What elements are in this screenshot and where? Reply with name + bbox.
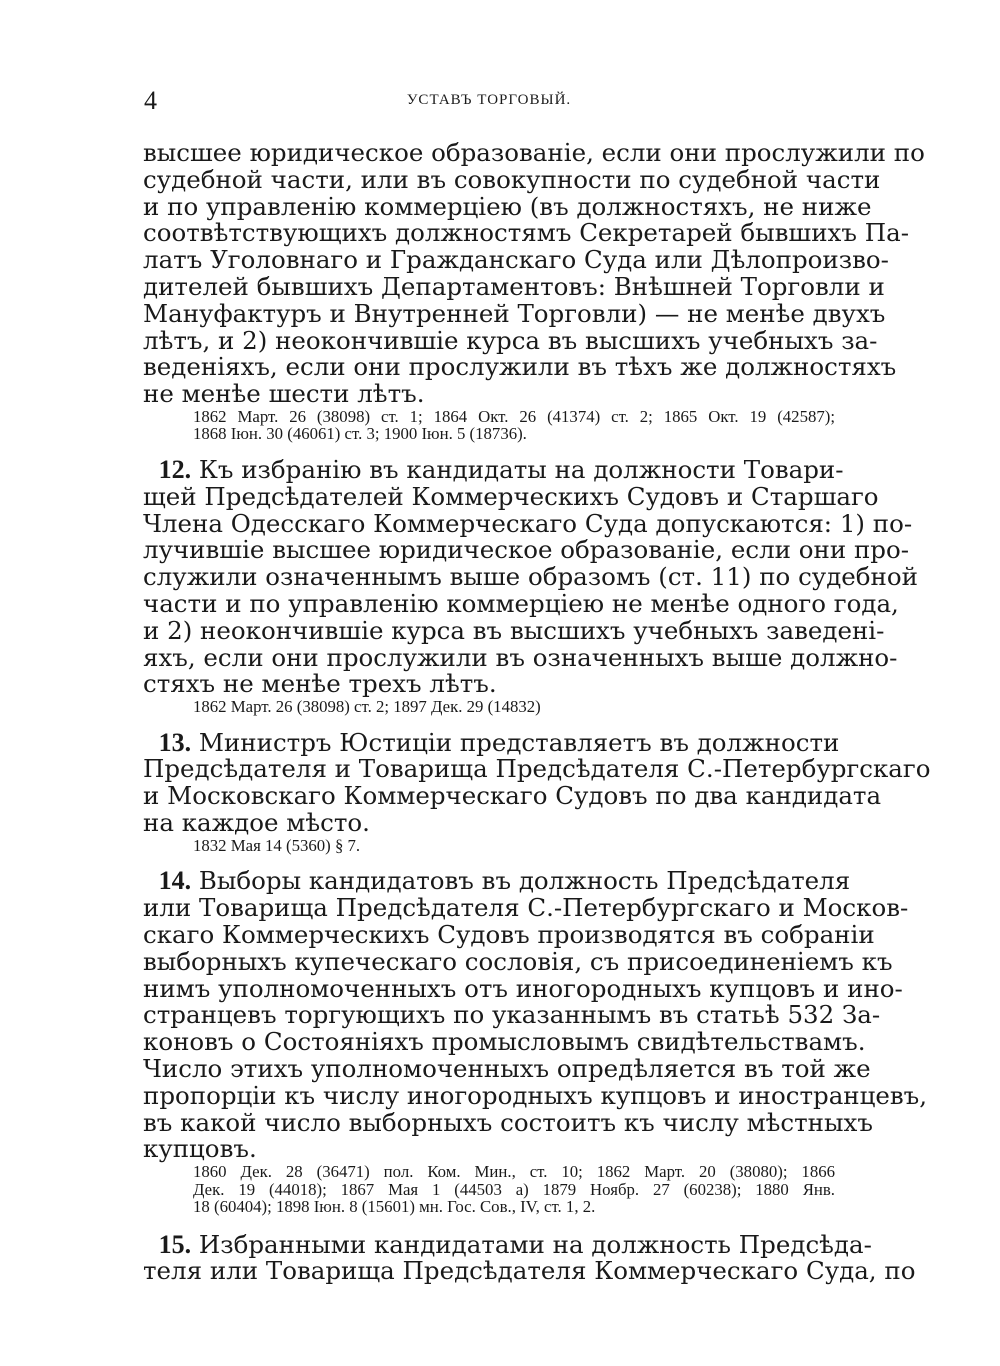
citation-line: 1832 Мая 14 (5360) § 7.: [193, 835, 361, 855]
text-line: Число этихъ уполномоченныхъ опредѣляется въ той же: [143, 1053, 871, 1083]
text-line: и 2) неокончившіе курса въ высшихъ учебныхъ заведені-: [143, 615, 885, 645]
page-number: 4: [144, 86, 157, 115]
text-line: Министръ Юстиціи представляетъ въ должности: [198, 727, 840, 757]
text-line: щей Предсѣдателей Коммерческихъ Судовъ и Старшаго: [143, 481, 879, 511]
text-line: служили означеннымъ выше образомъ (ст. 11) по судебной: [143, 562, 918, 592]
article-number: 12.: [158, 454, 192, 484]
text-line: на каждое мѣсто.: [143, 808, 370, 838]
text-line: яхъ, если они прослужили въ означенныхъ выше должно-: [143, 642, 898, 672]
text-line: не менѣе шести лѣтъ.: [143, 379, 425, 409]
text-line: судебной части, или въ совокупности по судебной части: [143, 164, 881, 194]
text-line: Избранными кандидатами на должность Предсѣда-: [198, 1229, 872, 1259]
page-body: [143, 138, 931, 1286]
text-line: скаго Коммерческихъ Судовъ производятся въ собраніи: [143, 919, 875, 949]
text-line: странцевъ торгующихъ по указаннымъ въ статьѣ 532 За-: [143, 1000, 881, 1030]
text-line: Члена Одесскаго Коммерческаго Суда допускаются: 1) по-: [143, 508, 913, 538]
text-line: или Товарища Предсѣдателя С.-Петербургскаго и Москов-: [143, 893, 909, 923]
text-line: теля или Товарища Предсѣдателя Коммерческаго Суда, по: [143, 1256, 916, 1286]
text-line: Къ избранію въ кандидаты на должности Товари-: [198, 454, 844, 484]
article-11-continuation: [143, 138, 925, 444]
running-title: УСТАВЪ ТОРГОВЫЙ.: [406, 92, 572, 108]
text-line: латъ Уголовнаго и Гражданскаго Суда или Дѣлопроизво-: [143, 245, 889, 275]
text-line: нимъ уполномоченныхъ отъ иногородныхъ купцовъ и ино-: [143, 973, 903, 1003]
text-line: Предсѣдателя и Товарища Предсѣдателя С.-Петербургскаго: [143, 754, 931, 784]
text-line: стяхъ не менѣе трехъ лѣтъ.: [143, 669, 497, 699]
text-line: Выборы кандидатовъ въ должность Предсѣдателя: [198, 866, 851, 896]
article-first-line: [143, 727, 840, 757]
text-line: Мануфактуръ и Внутренней Торговли) — не менѣе двухъ: [143, 298, 886, 328]
citation-line: 1862 Март. 26 (38098) ст. 1; 1864 Окт. 26 (41374) ст. 2; 1865 Окт. 19 (42587);: [193, 406, 835, 426]
text-line: въ какой число выборныхъ состоитъ къ числу мѣстныхъ: [143, 1107, 873, 1137]
article-number: 15.: [158, 1229, 192, 1259]
text-line: выборныхъ купеческаго сословія, съ присоединеніемъ къ: [143, 946, 893, 976]
text-line: купцовъ.: [143, 1134, 257, 1164]
page-header: [144, 86, 834, 116]
text-line: дителей бывшихъ Департаментовъ: Внѣшней Торговли и: [143, 271, 885, 301]
article-14: [143, 866, 928, 1217]
text-line: соотвѣтствующихъ должностямъ Секретарей бывшихъ Па-: [143, 218, 909, 248]
citation-line: 18 (60404); 1898 Іюн. 8 (15601) мн. Гос. Сов., IV, ст. 1, 2.: [193, 1197, 596, 1217]
citation-line: 1868 Іюн. 30 (46061) ст. 3; 1900 Іюн. 5 (18736).: [193, 424, 527, 444]
article-first-line: [143, 1229, 872, 1259]
text-line: коновъ о Состояніяхъ промысловымъ свидѣтельствамъ.: [143, 1027, 866, 1057]
text-line: и Московскаго Коммерческаго Судовъ по два кандидата: [143, 781, 882, 811]
article-15: [143, 1229, 916, 1286]
text-line: и по управленію коммерціею (въ должностяхъ, не ниже: [143, 191, 872, 221]
article-number: 14.: [158, 866, 192, 896]
article-12: [143, 454, 918, 717]
text-line: веденіяхъ, если они прослужили въ тѣхъ же должностяхъ: [143, 352, 897, 382]
article-number: 13.: [158, 727, 192, 757]
citation-line: 1860 Дек. 28 (36471) пол. Ком. Мин., ст. 10; 1862 Март. 20 (38080); 1866: [193, 1162, 835, 1182]
article-13: [143, 727, 931, 855]
text-line: высшее юридическое образованіе, если они прослужили по: [143, 138, 925, 167]
text-line: пропорціи къ числу иногородныхъ купцовъ и иностранцевъ,: [143, 1080, 928, 1110]
article-first-line: [143, 866, 851, 896]
citation-line: Дек. 19 (44018); 1867 Мая 1 (44503 а) 1879 Ноябр. 27 (60238); 1880 Янв.: [193, 1179, 835, 1199]
article-first-line: [143, 454, 844, 484]
text-line: части и по управленію коммерціею не менѣе одного года,: [143, 588, 899, 618]
citation-line: 1862 Март. 26 (38098) ст. 2; 1897 Дек. 29 (14832): [193, 697, 541, 717]
text-line: лѣтъ, и 2) неокончившіе курса въ высшихъ учебныхъ за-: [143, 325, 878, 355]
text-line: лучившіе высшее юридическое образованіе, если они про-: [143, 535, 909, 565]
